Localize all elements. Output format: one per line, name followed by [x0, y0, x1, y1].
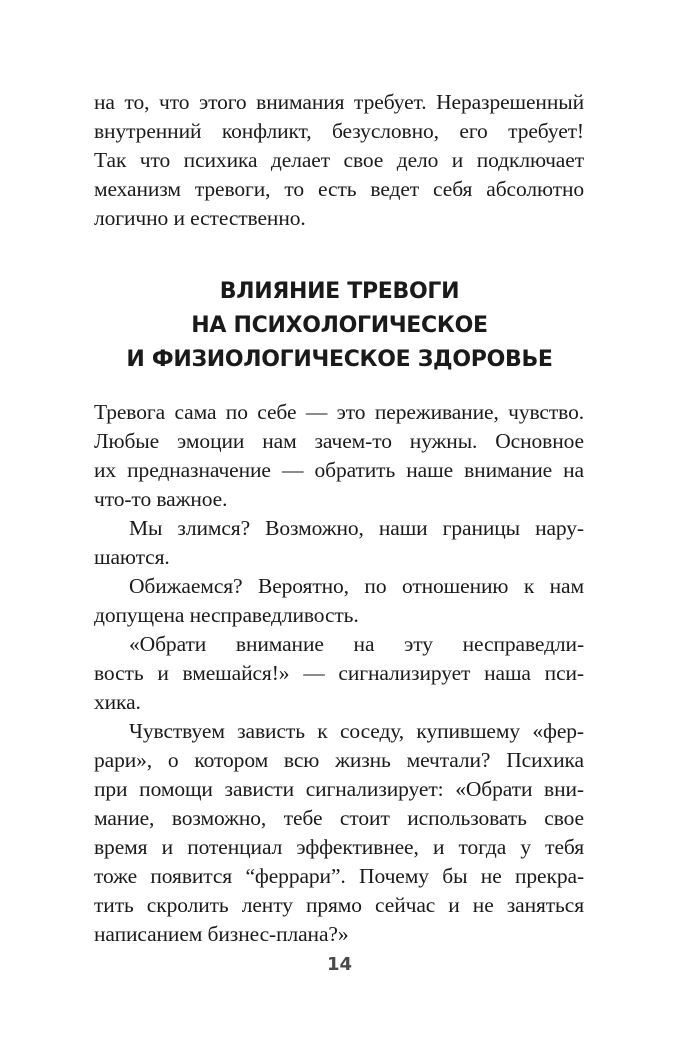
- section-heading-line: ВЛИЯНИЕ ТРЕВОГИ: [219, 279, 460, 304]
- text-line: рари», о котором всю жизнь мечтали? Психика: [94, 748, 584, 772]
- text-line: шаются.: [94, 545, 170, 569]
- text-line: тоже появится “феррари”. Почему бы не прекра-: [94, 864, 584, 888]
- text-line: вость и вмешайся!» — сигнализирует наша пси-: [94, 661, 584, 685]
- text-line: их предназначение — обратить наше внимание на: [94, 458, 584, 482]
- section-heading-line: И ФИЗИОЛОГИЧЕСКОЕ ЗДОРОВЬЕ: [126, 347, 553, 372]
- text-line: Тревога сама по себе — это переживание, чувство.: [94, 400, 584, 424]
- text-line: что-то важное.: [94, 487, 228, 511]
- text-line: при помощи зависти сигнализирует: «Обрати вни-: [94, 777, 584, 801]
- text-line: допущена несправедливость.: [94, 603, 359, 627]
- page-number: 14: [326, 954, 353, 975]
- text-line: Чувствуем зависть к соседу, купившему «фер-: [129, 719, 584, 743]
- text-line: Любые эмоции нам зачем-то нужны. Основное: [94, 429, 584, 453]
- section-heading-line: НА ПСИХОЛОГИЧЕСКОЕ: [191, 313, 488, 338]
- text-line: на то, что этого внимания требует. Неразрешенный: [94, 90, 584, 114]
- text-line: внутренний конфликт, безусловно, его требует!: [94, 119, 584, 143]
- text-line: мание, возможно, тебе стоит использовать свое: [94, 806, 584, 830]
- text-line: «Обрати внимание на эту несправедли-: [129, 632, 584, 656]
- text-line: Так что психика делает свое дело и подключает: [94, 148, 584, 172]
- text-line: написанием бизнес-плана?»: [94, 922, 349, 946]
- text-line: Мы злимся? Возможно, наши границы нару-: [129, 516, 584, 540]
- text-line: тить скролить ленту прямо сейчас и не заняться: [94, 893, 584, 917]
- text-line: время и потенциал эффективнее, и тогда у тебя: [94, 835, 584, 859]
- text-line: хика.: [94, 690, 141, 714]
- text-line: Обижаемся? Вероятно, по отношению к нам: [129, 574, 584, 598]
- text-line: логично и естественно.: [94, 206, 306, 230]
- text-line: механизм тревоги, то есть ведет себя абсолютно: [94, 177, 584, 201]
